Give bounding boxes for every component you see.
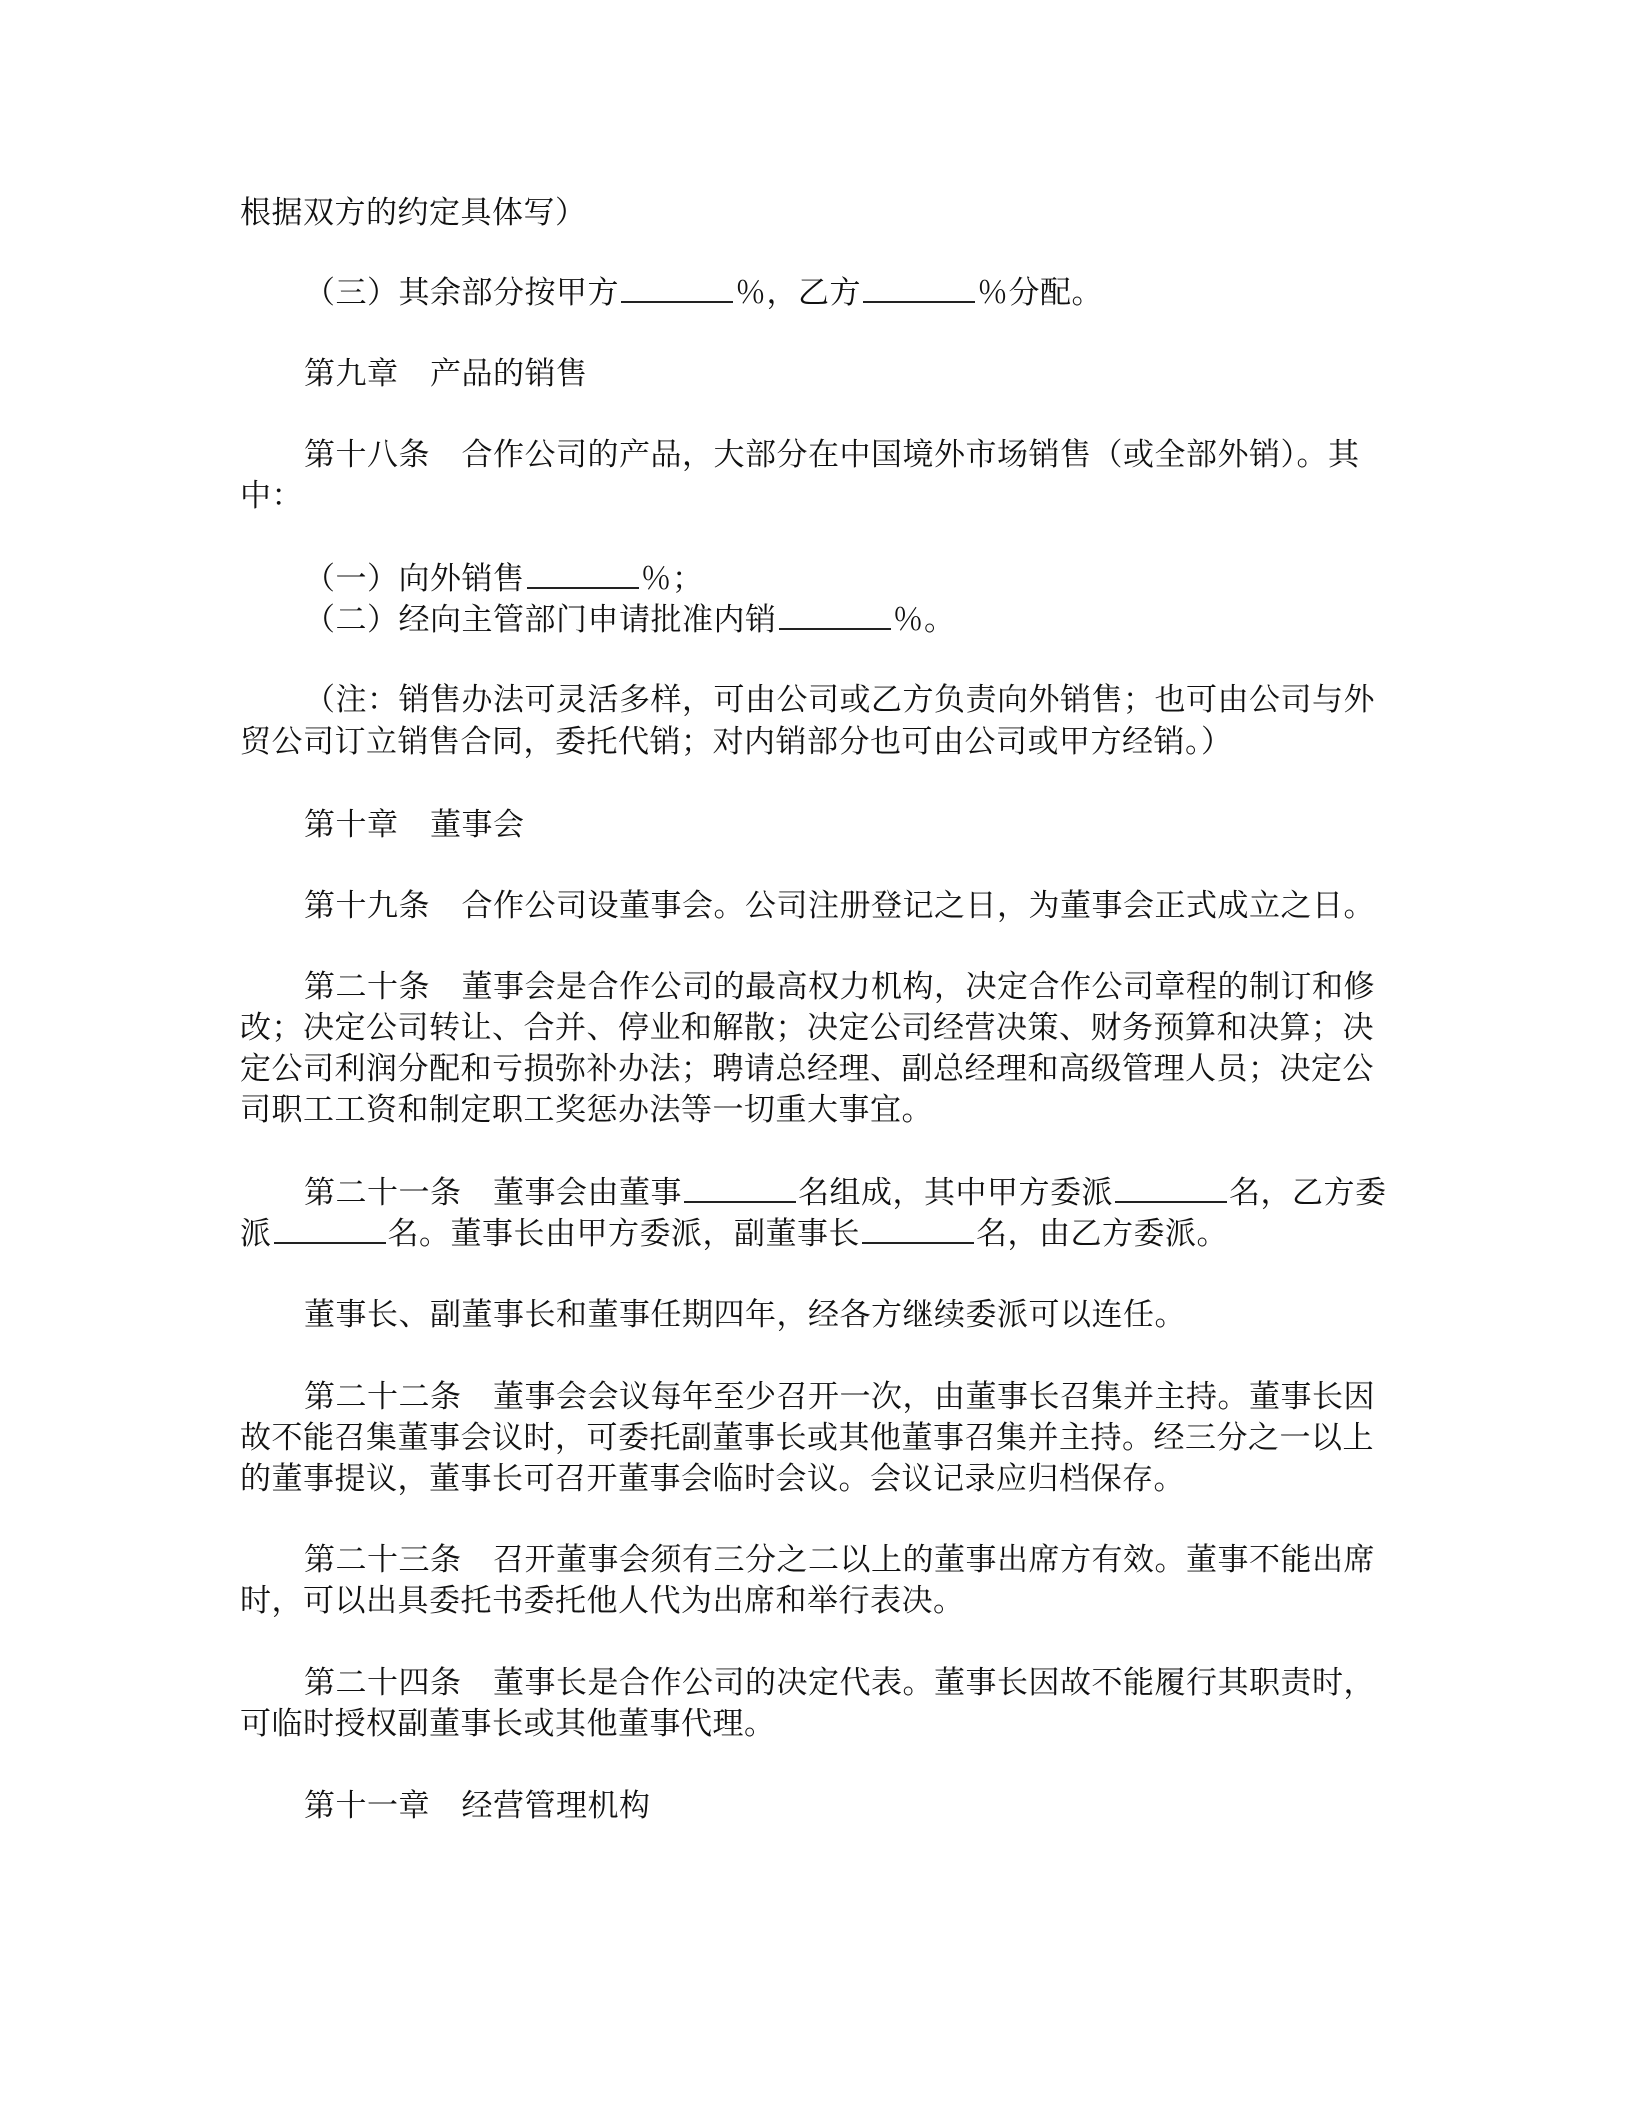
article-21-line-2 <box>240 1214 1228 1254</box>
clause-text: （一）向外销售 <box>304 561 525 597</box>
article-20-line-2: 改；决定公司转让、合并、停业和解散；决定公司经营决策、财务预算和决算；决 <box>240 1010 1374 1046</box>
fill-in-blank <box>862 1216 974 1244</box>
sales-export-item <box>304 559 704 599</box>
article-21-line-1 <box>304 1173 1387 1213</box>
fill-in-blank <box>621 275 733 303</box>
article-18-line-2: 中： <box>240 478 303 514</box>
clause-text: 名，乙方委 <box>1229 1175 1387 1211</box>
clause-text: 第二十一条 董事会由董事 <box>304 1175 682 1211</box>
fill-in-blank <box>684 1175 796 1203</box>
fill-in-blank <box>863 275 975 303</box>
article-24-line-2: 可临时授权副董事长或其他董事代理。 <box>240 1706 776 1742</box>
chapter-heading: 第十章 董事会 <box>304 807 525 843</box>
clause-text: ％，乙方 <box>735 275 861 311</box>
chapter-heading: 第十一章 经营管理机构 <box>304 1788 651 1824</box>
article-20-line-4: 司职工工资和制定职工奖惩办法等一切重大事宜。 <box>240 1092 933 1128</box>
term-of-office: 董事长、副董事长和董事任期四年，经各方继续委派可以连任。 <box>304 1297 1186 1333</box>
fill-in-blank <box>779 602 891 630</box>
fill-in-blank <box>527 561 639 589</box>
article-22-line-3: 的董事提议，董事长可召开董事会临时会议。会议记录应归档保存。 <box>240 1461 1185 1497</box>
clause-text: （二）经向主管部门申请批准内销 <box>304 602 777 638</box>
clause-text: ％分配。 <box>977 275 1103 311</box>
clause-text: （三）其余部分按甲方 <box>304 275 619 311</box>
clause-text: ％。 <box>892 602 956 638</box>
sales-domestic-item <box>304 600 956 640</box>
article-24-line-1: 第二十四条 董事长是合作公司的决定代表。董事长因故不能履行其职责时， <box>304 1665 1375 1701</box>
article-20-line-3: 定公司利润分配和亏损弥补办法；聘请总经理、副总经理和高级管理人员；决定公 <box>240 1051 1374 1087</box>
article-20-line-1: 第二十条 董事会是合作公司的最高权力机构，决定合作公司章程的制订和修 <box>304 969 1375 1005</box>
profit-clause <box>304 273 1103 313</box>
text-line: 根据双方的约定具体写） <box>240 195 587 231</box>
article-22-line-1: 第二十二条 董事会会议每年至少召开一次，由董事长召集并主持。董事长因 <box>304 1379 1375 1415</box>
fill-in-blank <box>274 1216 386 1244</box>
sales-note-line-2: 贸公司订立销售合同，委托代销；对内销部分也可由公司或甲方经销。） <box>240 724 1233 760</box>
article-23-line-1: 第二十三条 召开董事会须有三分之二以上的董事出席方有效。董事不能出席 <box>304 1542 1375 1578</box>
clause-text: ％； <box>640 561 704 597</box>
clause-text: 名，由乙方委派。 <box>976 1216 1228 1252</box>
chapter-heading: 第九章 产品的销售 <box>304 356 588 392</box>
article-23-line-2: 时，可以出具委托书委托他人代为出席和举行表决。 <box>240 1583 965 1619</box>
clause-text: 名组成，其中甲方委派 <box>798 1175 1113 1211</box>
article-19: 第十九条 合作公司设董事会。公司注册登记之日，为董事会正式成立之日。 <box>304 888 1375 924</box>
sales-note-line-1: （注：销售办法可灵活多样，可由公司或乙方负责向外销售；也可由公司与外 <box>304 682 1375 718</box>
article-22-line-2: 故不能召集董事会议时，可委托副董事长或其他董事召集并主持。经三分之一以上 <box>240 1420 1374 1456</box>
clause-text: 名。董事长由甲方委派，副董事长 <box>387 1216 860 1252</box>
article-18-line-1: 第十八条 合作公司的产品，大部分在中国境外市场销售（或全部外销）。其 <box>304 437 1360 473</box>
fill-in-blank <box>1115 1175 1227 1203</box>
clause-text: 派 <box>240 1216 272 1252</box>
